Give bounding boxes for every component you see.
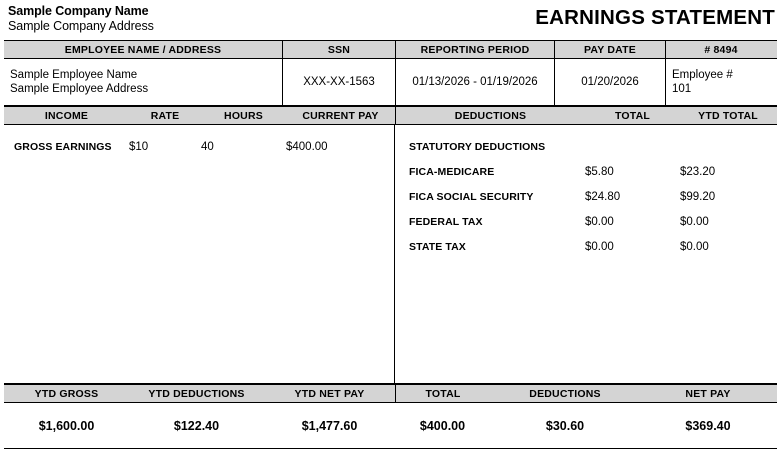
income-rate: $10 bbox=[129, 141, 149, 153]
deduction-total: $24.80 bbox=[585, 191, 621, 203]
value-net-pay: $369.40 bbox=[685, 418, 731, 433]
deduction-label: STATE TAX bbox=[409, 241, 466, 253]
column-header-ytd-gross: YTD GROSS bbox=[34, 387, 99, 400]
deduction-label: FICA SOCIAL SECURITY bbox=[409, 191, 534, 203]
deduction-ytd-total: $99.20 bbox=[680, 191, 716, 203]
column-header-rate: RATE bbox=[150, 109, 180, 122]
column-header-current-pay: CURRENT PAY bbox=[302, 109, 379, 122]
totals-values-row bbox=[4, 403, 777, 449]
deduction-total: $0.00 bbox=[585, 216, 614, 228]
deduction-ytd-total: $23.20 bbox=[680, 166, 716, 178]
deduction-row bbox=[395, 153, 776, 178]
value-total: $400.00 bbox=[419, 418, 466, 433]
company-address: Sample Company Address bbox=[8, 19, 154, 33]
column-header-deductions-amount: DEDUCTIONS bbox=[529, 387, 601, 400]
totals-header-band bbox=[4, 384, 777, 403]
column-header-hours: HOURS bbox=[224, 109, 263, 122]
column-header-income: INCOME bbox=[44, 109, 89, 122]
employee-address: Sample Employee Address bbox=[10, 83, 149, 95]
income-current-pay: $400.00 bbox=[286, 141, 328, 153]
employee-header-band bbox=[4, 40, 777, 59]
deductions-section bbox=[395, 125, 776, 383]
detail-header-band bbox=[4, 106, 777, 125]
employee-ssn: XXX-XX-1563 bbox=[282, 59, 395, 105]
deduction-label: FICA-MEDICARE bbox=[409, 166, 495, 178]
company-name: Sample Company Name bbox=[8, 4, 149, 18]
deduction-label: FEDERAL TAX bbox=[409, 216, 483, 228]
employee-number-label: Employee # bbox=[672, 69, 733, 81]
employee-pay-date: 01/20/2026 bbox=[554, 59, 665, 105]
deduction-ytd-total: $0.00 bbox=[680, 216, 709, 228]
detail-body bbox=[4, 125, 777, 384]
employee-name-address-cell bbox=[4, 59, 282, 105]
column-header-net-pay: NET PAY bbox=[685, 387, 731, 400]
statement-title: EARNINGS STATEMENT bbox=[535, 6, 775, 29]
income-hours: 40 bbox=[201, 141, 214, 153]
document-header bbox=[4, 2, 777, 40]
deduction-row bbox=[395, 203, 776, 228]
column-header-ytd-total: YTD TOTAL bbox=[698, 109, 758, 122]
employee-name: Sample Employee Name bbox=[10, 69, 138, 81]
column-header-reporting-period: REPORTING PERIOD bbox=[395, 41, 554, 58]
deduction-total: $0.00 bbox=[585, 241, 614, 253]
value-ytd-gross: $1,600.00 bbox=[38, 418, 95, 433]
deduction-total: $5.80 bbox=[585, 166, 614, 178]
value-ytd-deductions: $122.40 bbox=[173, 418, 220, 433]
deduction-row bbox=[395, 228, 776, 253]
column-header-pay-date: PAY DATE bbox=[554, 41, 665, 58]
deduction-row bbox=[395, 178, 776, 203]
value-ytd-net-pay: $1,477.60 bbox=[301, 418, 358, 433]
column-header-total: TOTAL bbox=[614, 109, 651, 122]
deduction-ytd-total: $0.00 bbox=[680, 241, 709, 253]
column-header-ytd-net-pay: YTD NET PAY bbox=[294, 387, 365, 400]
column-header-total-amount: TOTAL bbox=[395, 385, 490, 402]
column-header-employee-name-address: EMPLOYEE NAME / ADDRESS bbox=[64, 43, 222, 56]
statement-sheet bbox=[4, 2, 777, 468]
employee-number-value: 101 bbox=[672, 83, 692, 95]
income-section bbox=[4, 125, 395, 383]
column-header-check-number: # 8494 bbox=[665, 41, 776, 58]
employee-reporting-period: 01/13/2026 - 01/19/2026 bbox=[395, 59, 554, 105]
income-row bbox=[4, 125, 394, 153]
employee-number-cell bbox=[665, 59, 776, 105]
employee-info-row bbox=[4, 59, 777, 106]
column-header-deductions: DEDUCTIONS bbox=[395, 107, 585, 124]
value-deductions: $30.60 bbox=[545, 418, 585, 433]
column-header-ssn: SSN bbox=[282, 41, 395, 58]
column-header-ytd-deductions: YTD DEDUCTIONS bbox=[148, 387, 245, 400]
deductions-section-title: STATUTORY DEDUCTIONS bbox=[409, 141, 546, 153]
income-label: GROSS EARNINGS bbox=[14, 141, 112, 153]
